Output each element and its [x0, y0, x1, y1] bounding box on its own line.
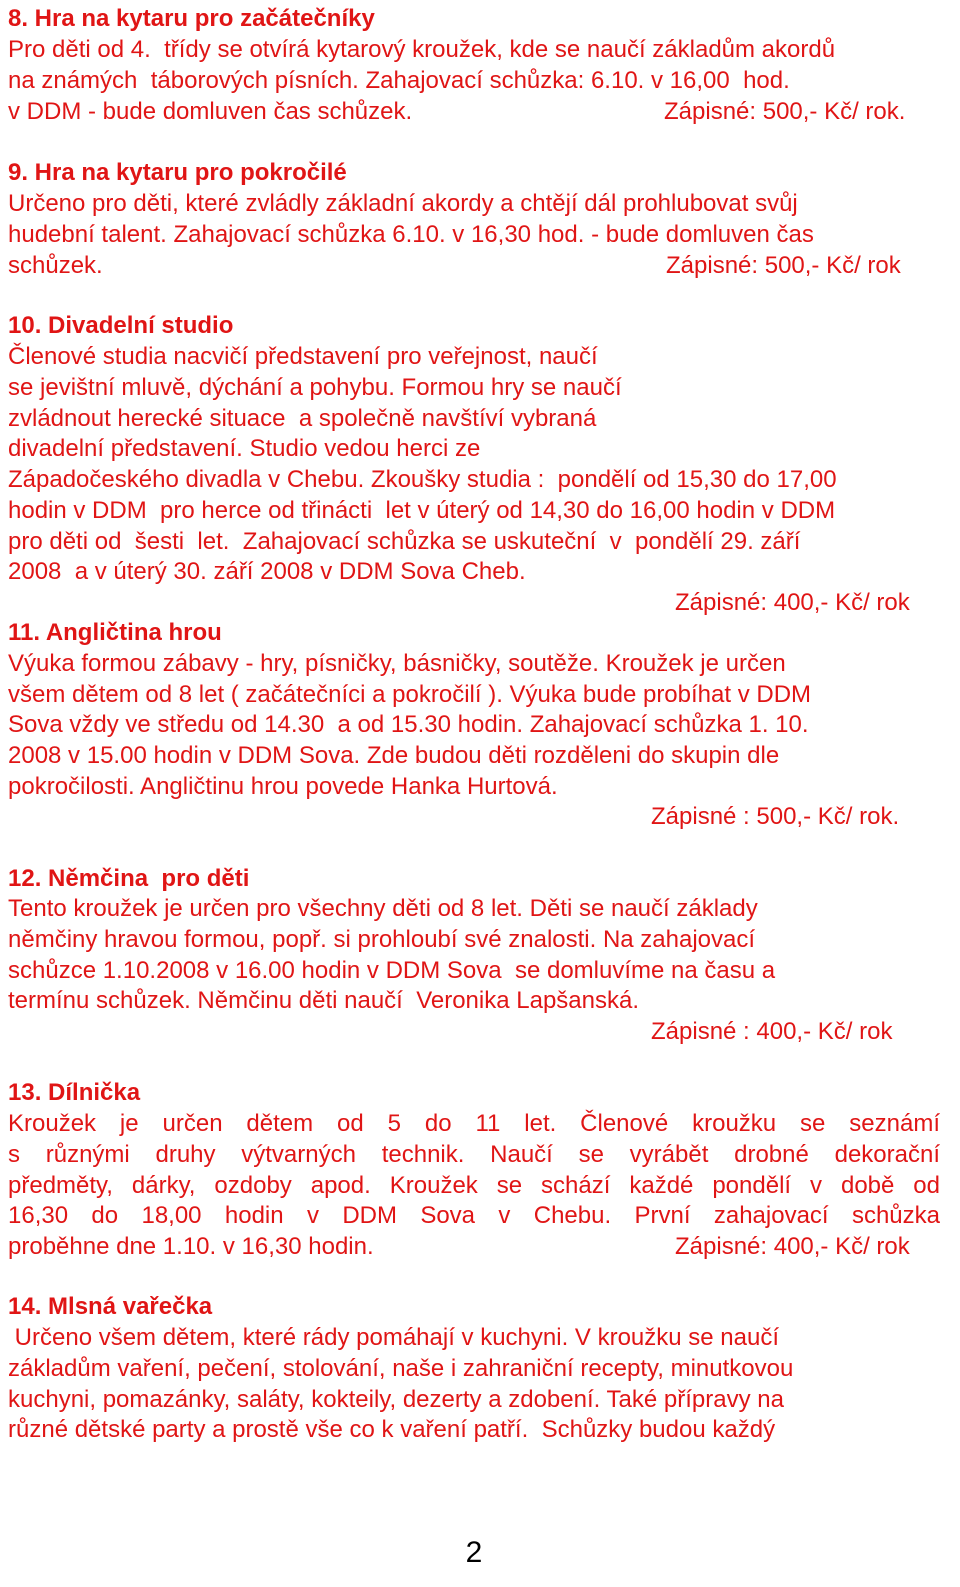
- section-10-text-line-3: zvládnout herecké situace a společně navštíví vybraná: [8, 405, 597, 432]
- section-11-text-line-1: Výuka formou zábavy - hry, písničky, básničky, soutěže. Kroužek je určen: [8, 650, 786, 677]
- section-8-fee: Zápisné: 500,- Kč/ rok.: [664, 98, 906, 125]
- section-12-text-line-2: němčiny hravou formou, popř. si prohloubí své znalosti. Na zahajovací: [8, 926, 756, 953]
- section-10-fee: Zápisné: 400,- Kč/ rok: [675, 589, 910, 616]
- section-14-text-line-2: základům vaření, pečení, stolování, naše i zahraniční recepty, minutkovou: [8, 1355, 794, 1382]
- section-12-fee: Zápisné : 400,- Kč/ rok: [651, 1018, 893, 1045]
- page-number: 2: [465, 1536, 483, 1569]
- section-11-text-line-4: 2008 v 15.00 hodin v DDM Sova. Zde budou děti rozděleni do skupin dle: [8, 742, 780, 769]
- section-9-text-line-2: hudební talent. Zahajovací schůzka 6.10. v 16,30 hod. - bude domluven čas: [8, 221, 814, 248]
- section-8-text-line-2: na známých táborových písních. Zahajovací schůzka: 6.10. v 16,00 hod.: [8, 67, 790, 94]
- section-12-text-line-1: Tento kroužek je určen pro všechny děti od 8 let. Děti se naučí základy: [8, 895, 758, 922]
- section-13-text-line-1: Kroužek je určen dětem od 5 do 11 let. Členové kroužku se seznámí: [8, 1110, 940, 1137]
- section-13-text-line-3: předměty, dárky, ozdoby apod. Kroužek se schází každé pondělí v době od: [8, 1172, 940, 1199]
- section-10-text-line-4: divadelní představení. Studio vedou herci ze: [8, 435, 481, 462]
- section-9-fee: Zápisné: 500,- Kč/ rok: [666, 252, 901, 279]
- section-11-heading: 11. Angličtina hrou: [8, 619, 222, 646]
- section-10-text-line-5: Západočeského divadla v Chebu. Zkoušky studia : pondělí od 15,30 do 17,00: [8, 466, 837, 493]
- section-10-text-line-2: se jevištní mluvě, dýchání a pohybu. Formou hry se naučí: [8, 374, 622, 401]
- section-12-heading: 12. Němčina pro děti: [8, 865, 250, 892]
- section-8-text-line-1: Pro děti od 4. třídy se otvírá kytarový kroužek, kde se naučí základům akordů: [8, 36, 836, 63]
- section-11-text-line-5: pokročilosti. Angličtinu hrou povede Hanka Hurtová.: [8, 773, 558, 800]
- section-13-text-line-5: proběhne dne 1.10. v 16,30 hodin.: [8, 1233, 374, 1260]
- section-10-text-line-6: hodin v DDM pro herce od třinácti let v úterý od 14,30 do 16,00 hodin v DDM: [8, 497, 836, 524]
- section-8-heading: 8. Hra na kytaru pro začátečníky: [8, 5, 375, 32]
- section-13-heading: 13. Dílnička: [8, 1079, 141, 1106]
- section-12-text-line-3: schůzce 1.10.2008 v 16.00 hodin v DDM Sova se domluvíme na času a: [8, 957, 776, 984]
- section-10-heading: 10. Divadelní studio: [8, 312, 234, 339]
- section-13-fee: Zápisné: 400,- Kč/ rok: [675, 1233, 910, 1260]
- section-14-text-line-3: kuchyni, pomazánky, saláty, kokteily, dezerty a zdobení. Také přípravy na: [8, 1386, 784, 1413]
- section-11-fee: Zápisné : 500,- Kč/ rok.: [651, 803, 900, 830]
- section-10-text-line-7: pro děti od šesti let. Zahajovací schůzka se uskuteční v pondělí 29. září: [8, 528, 801, 555]
- section-12-text-line-4: termínu schůzek. Němčinu děti naučí Veronika Lapšanská.: [8, 987, 640, 1014]
- section-14-text-line-1: Určeno všem dětem, které rády pomáhají v kuchyni. V kroužku se naučí: [8, 1324, 780, 1351]
- section-10-text-line-1: Členové studia nacvičí představení pro veřejnost, naučí: [8, 343, 598, 370]
- section-11-text-line-3: Sova vždy ve středu od 14.30 a od 15.30 hodin. Zahajovací schůzka 1. 10.: [8, 711, 809, 738]
- section-11-text-line-2: všem dětem od 8 let ( začátečníci a pokročilí ). Výuka bude probíhat v DDM: [8, 681, 812, 708]
- section-9-heading: 9. Hra na kytaru pro pokročilé: [8, 159, 347, 186]
- section-14-text-line-4: různé dětské party a prostě vše co k vaření patří. Schůzky budou každý: [8, 1416, 776, 1443]
- section-9-text-line-3: schůzek.: [8, 252, 103, 279]
- section-9-text-line-1: Určeno pro děti, které zvládly základní akordy a chtějí dál prohlubovat svůj: [8, 190, 798, 217]
- section-13-text-line-2: s různými druhy výtvarných technik. Naučí se vyrábět drobné dekorační: [8, 1141, 940, 1168]
- section-10-text-line-8: 2008 a v úterý 30. září 2008 v DDM Sova Cheb.: [8, 558, 526, 585]
- section-8-text-line-3: v DDM - bude domluven čas schůzek.: [8, 98, 413, 125]
- section-14-heading: 14. Mlsná vařečka: [8, 1293, 213, 1320]
- section-13-text-line-4: 16,30 do 18,00 hodin v DDM Sova v Chebu. První zahajovací schůzka: [8, 1202, 940, 1229]
